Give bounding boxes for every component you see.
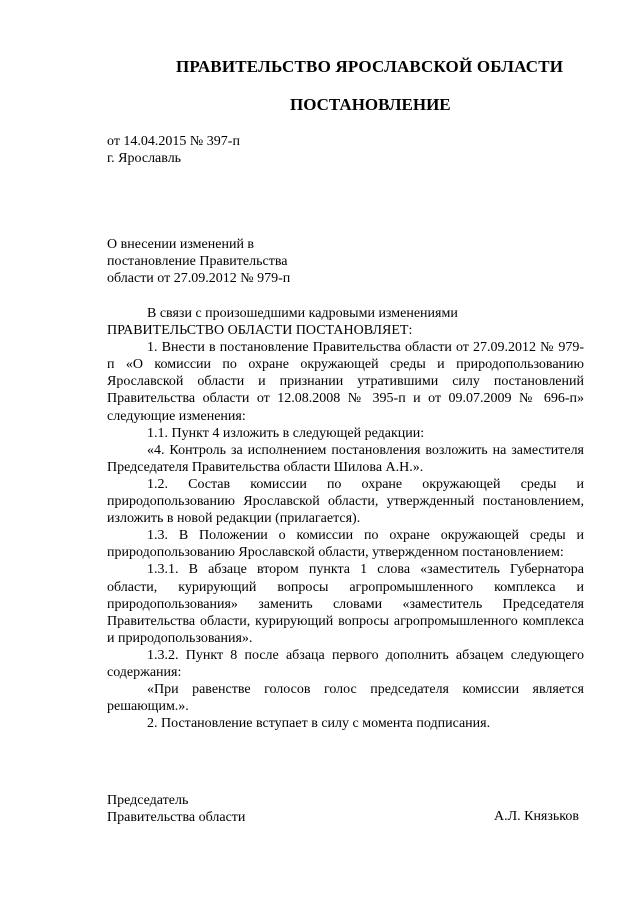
signature-title-line: Правительства области xyxy=(107,810,246,825)
date-number: от 14.04.2015 № 397-п xyxy=(107,134,240,149)
signature-title-line: Председатель xyxy=(107,793,189,808)
clause-1-3-1: 1.3.1. В абзаце втором пункта 1 слова «заместитель Губернатора области, курирующий вопросы агропромышленного комплекса и природопользования» заменить словами «заместитель Председателя Правительства области, курирующий вопросы агропромышленного комплекса и природопользования». xyxy=(107,562,584,646)
subject-line: области от 27.09.2012 № 979-п xyxy=(107,271,291,286)
clause-1-3: 1.3. В Положении о комиссии по охране окружающей среды и природопользованию Ярославской области, утвержденном постановлением: xyxy=(107,528,584,561)
document-meta xyxy=(107,133,240,167)
signature-title xyxy=(107,792,245,826)
intro-paragraph: В связи с произошедшими кадровыми изменениями xyxy=(147,306,458,321)
signatory-name: А.Л. Князьков xyxy=(494,809,579,824)
document-body xyxy=(107,305,584,732)
clause-1-2: 1.2. Состав комиссии по охране окружающей среды и природопользованию Ярославской области, утвержденный постановлением, изложить в новой редакции (прилагается). xyxy=(107,476,584,527)
decree-statement: ПРАВИТЕЛЬСТВО ОБЛАСТИ ПОСТАНОВЛЯЕТ: xyxy=(107,323,413,339)
clause-1-3-2-quote: «При равенстве голосов голос председателя комиссии является решающим.». xyxy=(107,682,584,715)
document-subject xyxy=(107,236,290,287)
organization-heading: ПРАВИТЕЛЬСТВО ЯРОСЛАВСКОЙ ОБЛАСТИ xyxy=(176,57,564,76)
clause-1-3-2: 1.3.2. Пункт 8 после абзаца первого дополнить абзацем следующего содержания: xyxy=(107,647,584,680)
subject-line: постановление Правительства xyxy=(107,254,288,269)
document-type-heading: ПОСТАНОВЛЕНИЕ xyxy=(290,95,451,114)
clause-1: 1. Внести в постановление Правительства области от 27.09.2012 № 979-п «О комиссии по охране окружающей среды и природопользованию Ярославской области и признании утратившими силу постановлений Правительства области от 12.08.2008 № 395-п и от 09.07.2009 № 696-п» следующие изменения: xyxy=(107,340,584,424)
clause-1-1: 1.1. Пункт 4 изложить в следующей редакции: xyxy=(147,425,425,441)
city: г. Ярославль xyxy=(107,151,182,166)
subject-line: О внесении изменений в xyxy=(107,237,255,252)
clause-2: 2. Постановление вступает в силу с момента подписания. xyxy=(147,716,491,732)
clause-1-1-quote: «4. Контроль за исполнением постановления возложить на заместителя Председателя Правительства области Шилова А.Н.». xyxy=(107,442,584,475)
